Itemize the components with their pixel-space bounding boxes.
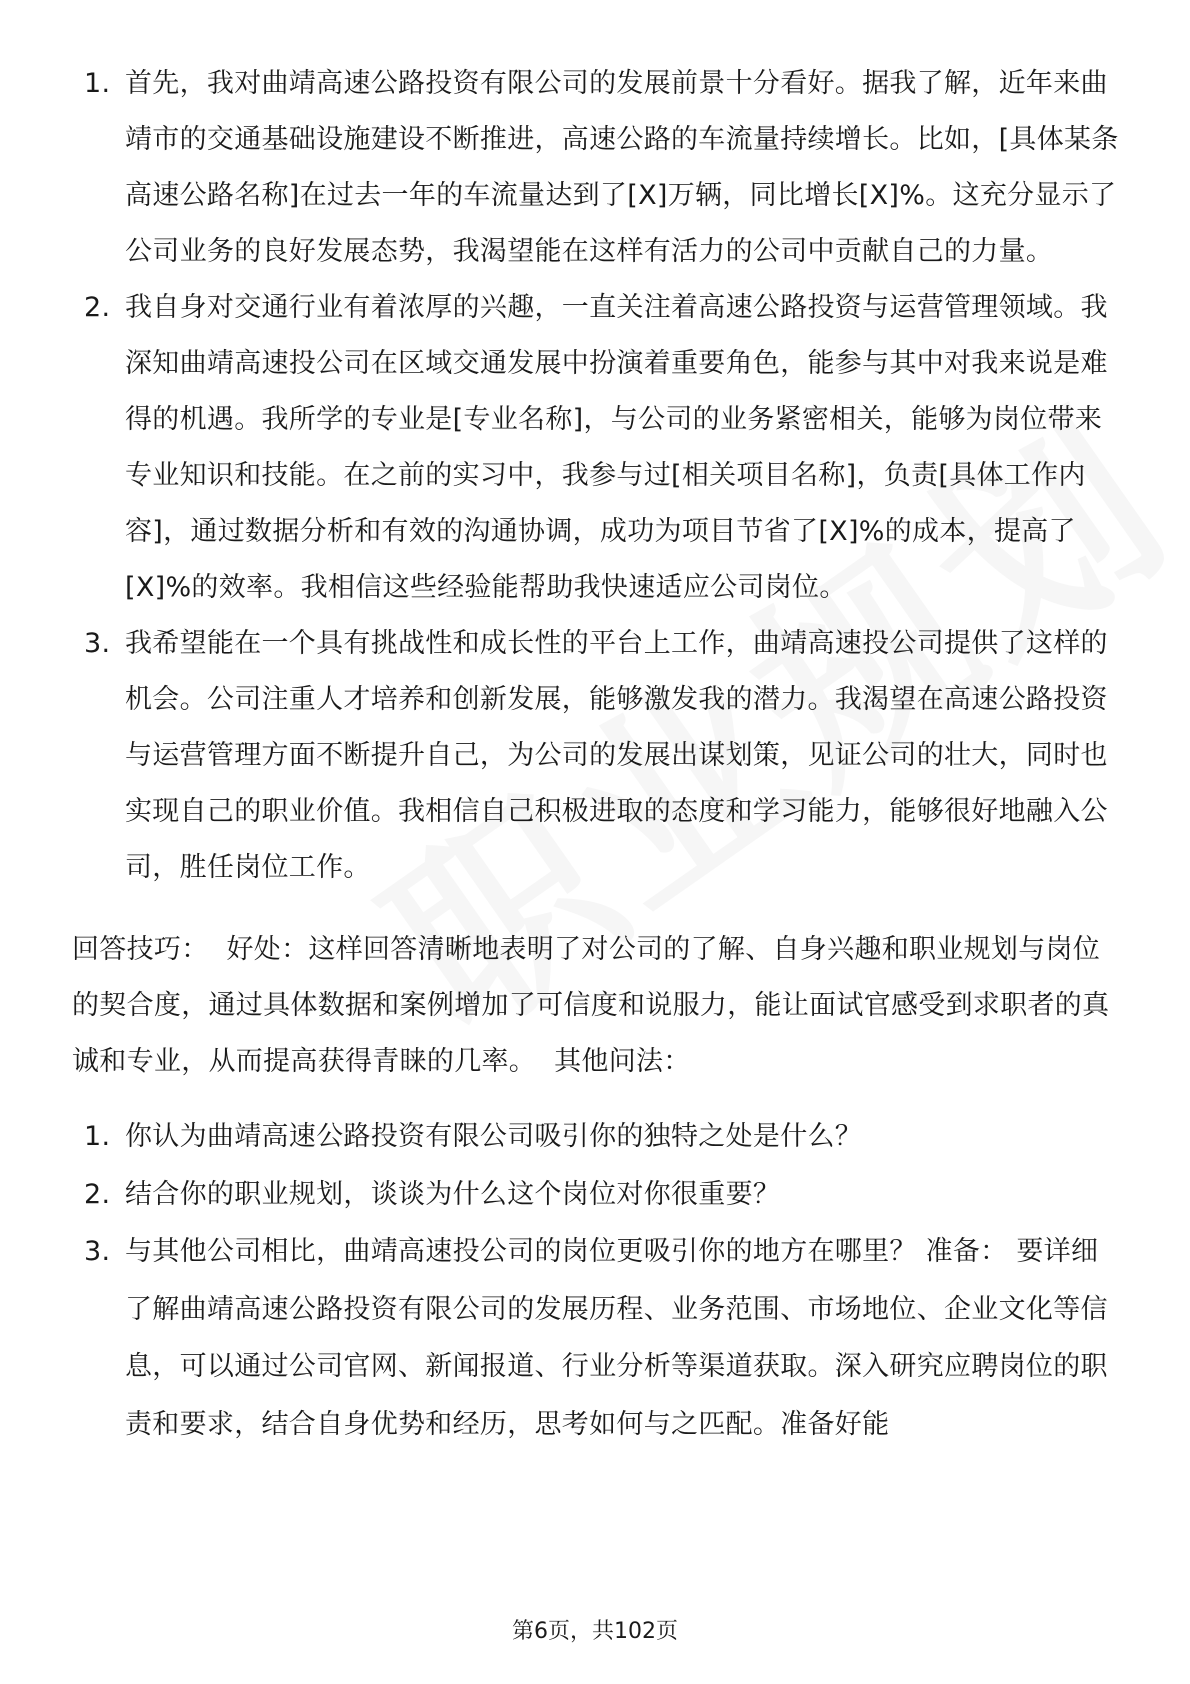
list-text: 结合你的职业规划，谈谈为什么这个岗位对你很重要？ (125, 1178, 781, 1210)
document-body (72, 56, 1120, 1453)
list-item (72, 1166, 1120, 1224)
list-text: 你认为曲靖高速公路投资有限公司吸引你的独特之处是什么？ (125, 1121, 863, 1152)
page-number: 第6页，共102页 (512, 1619, 678, 1644)
list-number: 2. (84, 1178, 111, 1210)
tips-paragraph (72, 922, 1120, 1090)
list-item (72, 616, 1120, 896)
list-number: 3. (84, 628, 111, 659)
list-text: 我希望能在一个具有挑战性和成长性的平台上工作，曲靖高速投公司提供了这样的机会。公司注重人才培养和创新发展，能够激发我的潜力。我渴望在高速公路投资与运营管理方面不断提升自己，为公司的发展出谋划策，见证公司的壮大，同时也实现自己的职业价值。我相信自己积极进取的态度和学习能力，能够很好地融入公司，胜任岗位工作。 (125, 628, 1108, 883)
other-questions-list (72, 1108, 1120, 1453)
list-text: 首先，我对曲靖高速公路投资有限公司的发展前景十分看好。据我了解，近年来曲靖市的交通基础设施建设不断推进，高速公路的车流量持续增长。比如，[具体某条高速公路名称]在过去一年的车流量达到了[X]万辆，同比增长[X]%。这充分显示了公司业务的良好发展态势，我渴望能在这样有活力的公司中贡献自己的力量。 (125, 68, 1119, 267)
list-text: 与其他公司相比，曲靖高速投公司的岗位更吸引你的地方在哪里？ 准备： 要详细了解曲靖高速公路投资有限公司的发展历程、业务范围、市场地位、企业文化等信息，可以通过公司官网、新闻报道、行业分析等渠道获取。深入研究应聘岗位的职责和要求，结合自身优势和经历，思考如何与之匹配。准备好能 (125, 1236, 1108, 1440)
list-number: 2. (84, 292, 111, 323)
list-item (72, 280, 1120, 616)
other-questions-label: 其他问法： (554, 1046, 691, 1077)
tips-text: 好处：这样回答清晰地表明了对公司的了解、自身兴趣和职业规划与岗位的契合度，通过具体数据和案例增加了可信度和说服力，能让面试官感受到求职者的真诚和专业，从而提高获得青睐的几率。 (72, 934, 1110, 1077)
tips-label: 回答技巧： (72, 934, 209, 965)
list-text: 我自身对交通行业有着浓厚的兴趣，一直关注着高速公路投资与运营管理领域。我深知曲靖高速投公司在区域交通发展中扮演着重要角色，能参与其中对我来说是难得的机遇。我所学的专业是[专业名称]，与公司的业务紧密相关，能够为岗位带来专业知识和技能。在之前的实习中，我参与过[相关项目名称]，负责[具体工作内容]，通过数据分析和有效的沟通协调，成功为项目节省了[X]%的成本，提高了[X]%的效率。我相信这些经验能帮助我快速适应公司岗位。 (125, 292, 1108, 603)
list-number: 1. (84, 68, 111, 99)
answer-list (72, 56, 1120, 896)
list-item (72, 1223, 1120, 1453)
list-number: 1. (84, 1121, 111, 1152)
list-item (72, 1108, 1120, 1166)
list-number: 3. (84, 1236, 111, 1267)
list-item (72, 56, 1120, 280)
